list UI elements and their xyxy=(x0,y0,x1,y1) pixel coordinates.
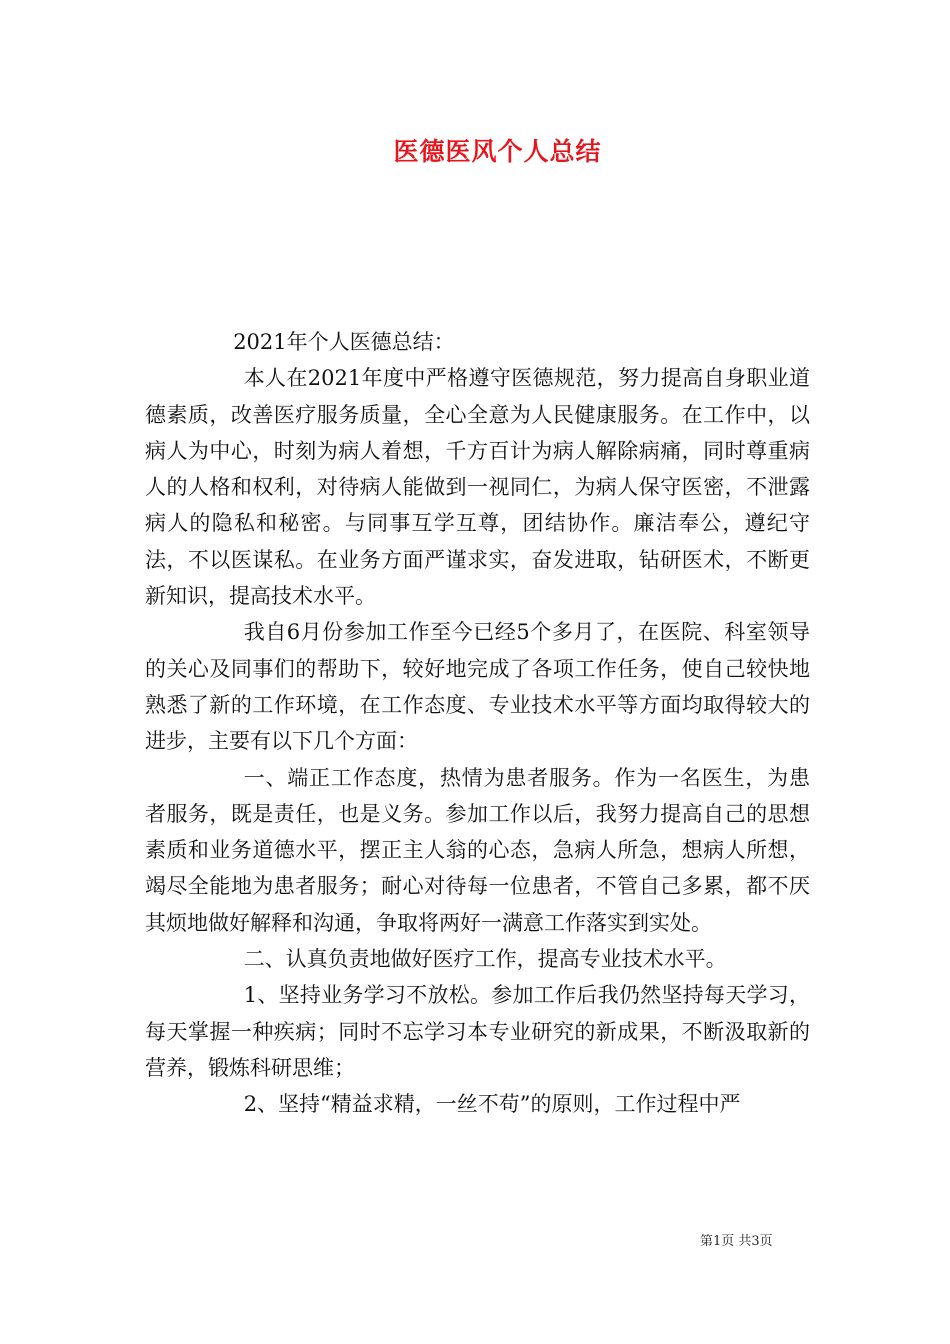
page-number-footer: 第1页 共3页 xyxy=(700,1234,773,1249)
paragraph-5: 1、坚持业务学习不放松。参加工作后我仍然坚持每天学习，每天掌握一种疾病；同时不忘学习本专业研究的新成果，不断汲取新的营养，锻炼科研思维； xyxy=(145,983,810,1080)
paragraph-4: 二、认真负责地做好医疗工作，提高专业技术水平。 xyxy=(243,947,727,972)
paragraph-3: 一、端正工作态度，热情为患者服务。作为一名医生，为患者服务，既是责任，也是义务。参加工作以后，我努力提高自己的思想素质和业务道德水平，摆正主人翁的心态，急病人所急，想病人所想，竭尽全能地为患者服务；耐心对待每一位患者，不管自己多累，都不厌其烦地做好解释和沟通，争取将两好一满意工作落实到实处。 xyxy=(145,765,810,935)
paragraph-1: 本人在2021年度中严格遵守医德规范，努力提高自身职业道德素质，改善医疗服务质量，全心全意为人民健康服务。在工作中，以病人为中心，时刻为病人着想，千方百计为病人解除病痛，同时尊重病人的人格和权利，对待病人能做到一视同仁，为病人保守医密，不泄露病人的隐私和秘密。与同事互学互尊，团结协作。廉洁奉公，遵纪守法，不以医谋私。在业务方面严谨求实，奋发进取，钻研医术，不断更新知识，提高技术水平。 xyxy=(145,366,810,609)
paragraph-heading: 2021年个人医德总结： xyxy=(233,330,455,354)
document-title: 医德医风个人总结 xyxy=(393,137,602,166)
paragraph-2: 我自6月份参加工作至今已经5个多月了，在医院、科室领导的关心及同事们的帮助下，较好地完成了各项工作任务，使自己较快地熟悉了新的工作环境，在工作态度、专业技术水平等方面均取得较大的进步，主要有以下几个方面： xyxy=(145,620,810,754)
paragraph-6: 2、坚持“精益求精，一丝不苟”的原则，工作过程中严 xyxy=(243,1092,741,1117)
document-body xyxy=(145,324,810,1123)
